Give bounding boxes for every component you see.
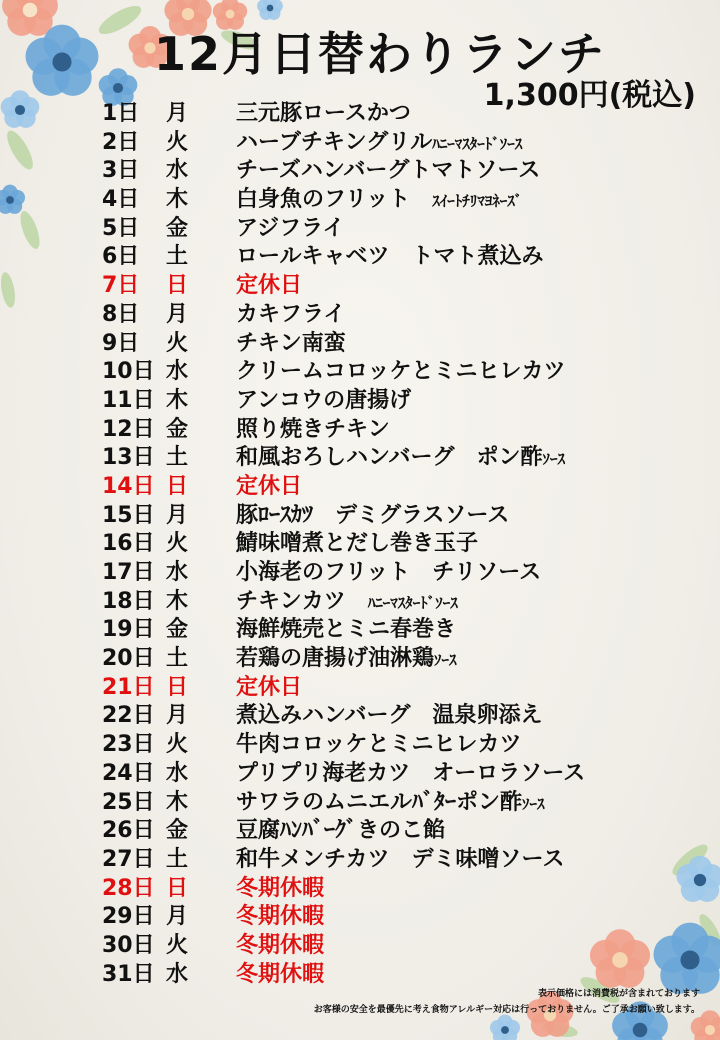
list-item <box>102 731 702 760</box>
list-item <box>102 530 702 559</box>
menu-weekday: 火 <box>166 732 189 758</box>
leaf-icon <box>17 209 44 251</box>
menu-date: 21日 <box>102 674 155 700</box>
flower-icon <box>1 90 40 128</box>
menu-dish <box>236 530 702 559</box>
menu-date: 11日 <box>102 387 155 413</box>
page-title: 12月日替わりランチ <box>153 27 606 81</box>
menu-weekday: 金 <box>166 215 189 241</box>
menu-dish-text: アンコウの唐揚げ <box>236 387 412 413</box>
menu-dish <box>236 243 702 272</box>
menu-dish <box>236 215 702 244</box>
menu-weekday: 日 <box>166 273 189 299</box>
menu-weekday: 月 <box>166 101 189 126</box>
list-item <box>102 387 702 416</box>
menu-dish <box>236 473 702 502</box>
menu-date: 12日 <box>102 416 155 442</box>
menu-dish-text: 小海老のフリット チリソース <box>236 560 542 585</box>
menu-dish-sauce: ｿｰｽ <box>434 651 457 670</box>
menu-date: 31日 <box>102 961 155 987</box>
list-item <box>102 645 702 674</box>
menu-dish <box>236 387 702 416</box>
list-item <box>102 215 702 244</box>
menu-date: 15日 <box>102 502 155 528</box>
menu-date: 22日 <box>102 703 155 729</box>
menu-weekday: 日 <box>166 875 189 901</box>
list-item <box>102 932 702 961</box>
flower-icon <box>257 0 283 20</box>
list-item <box>102 129 702 158</box>
menu-date: 10日 <box>102 359 155 385</box>
menu-date: 30日 <box>102 932 155 958</box>
menu-weekday: 木 <box>166 588 189 614</box>
menu-date: 16日 <box>102 531 155 557</box>
menu-dish-text: 和牛メンチカツ デミ味噌ソース <box>236 846 565 872</box>
menu-dish-text: 冬期休暇 <box>236 932 325 958</box>
menu-dish-text: 定休日 <box>236 473 303 499</box>
price-label: 1,300円(税込) <box>483 78 696 113</box>
menu-date: 5日 <box>102 215 140 241</box>
menu-dish-text: 定休日 <box>236 674 303 700</box>
list-item <box>102 502 702 531</box>
list-item <box>102 444 702 473</box>
menu-dish-sauce: ｿｰｽ <box>542 450 565 469</box>
menu-weekday: 水 <box>166 560 189 585</box>
menu-weekday: 金 <box>166 416 189 442</box>
menu-dish-text: クリームコロッケとミニヒレカツ <box>236 359 566 385</box>
list-item <box>102 416 702 445</box>
list-item <box>102 760 702 789</box>
menu-dish <box>236 186 702 215</box>
menu-weekday: 月 <box>166 502 189 528</box>
menu-weekday: 火 <box>166 330 189 356</box>
menu-dish-text: 若鶏の唐揚げ油淋鶏 <box>236 646 435 672</box>
menu-dish <box>236 760 702 789</box>
menu-dish <box>236 416 702 445</box>
menu-dish-text: 豚ﾛｰｽｶﾂ デミグラスソース <box>236 502 510 528</box>
menu-weekday: 土 <box>166 244 189 270</box>
menu-weekday: 月 <box>166 301 189 327</box>
menu-dish <box>236 731 702 760</box>
list-item <box>102 674 702 703</box>
list-item <box>102 616 702 645</box>
menu-weekday: 火 <box>166 129 189 155</box>
list-item <box>102 330 702 359</box>
menu-date: 9日 <box>102 330 140 356</box>
list-item <box>102 789 702 818</box>
list-item <box>102 157 702 186</box>
list-item <box>102 100 702 129</box>
menu-date: 3日 <box>102 158 140 184</box>
menu-date: 28日 <box>102 875 155 901</box>
menu-dish <box>236 674 702 703</box>
menu-dish <box>236 444 702 473</box>
menu-dish-text: 冬期休暇 <box>236 961 325 987</box>
menu-dish <box>236 616 702 645</box>
menu-dish-text: サワラのムニエルﾊﾞﾀｰポン酢 <box>236 789 523 815</box>
menu-date: 7日 <box>102 273 140 299</box>
leaf-icon <box>2 127 37 173</box>
menu-date: 13日 <box>102 445 155 471</box>
menu-dish-text: ロールキャベツ トマト煮込み <box>236 244 544 270</box>
menu-dish <box>236 846 702 875</box>
menu-date: 14日 <box>102 473 155 499</box>
menu-dish <box>236 502 702 531</box>
menu-dish-text: 和風おろしハンバーグ ポン酢 <box>236 445 543 471</box>
menu-dish <box>236 157 702 186</box>
menu-dish <box>236 330 702 359</box>
menu-weekday: 金 <box>166 818 189 844</box>
list-item <box>102 903 702 932</box>
menu-dish-text: チーズハンバーグトマトソース <box>236 158 541 184</box>
menu-dish-text: 海鮮焼売とミニ春巻き <box>236 617 457 643</box>
menu-dish-sauce: ｽｲｰﾄﾁﾘﾏﾖﾈｰｽﾞ <box>432 192 523 211</box>
menu-dish <box>236 559 702 588</box>
menu-dish-text: 冬期休暇 <box>236 904 325 930</box>
menu-date: 8日 <box>102 301 140 327</box>
menu-dish <box>236 702 702 731</box>
menu-weekday: 木 <box>166 187 189 213</box>
menu-weekday: 土 <box>166 445 189 471</box>
list-item <box>102 588 702 617</box>
menu-date: 25日 <box>102 789 155 815</box>
menu-dish-sauce: ｿｰｽ <box>522 794 545 813</box>
flower-icon <box>490 1015 520 1040</box>
menu-dish <box>236 100 702 129</box>
menu-date: 19日 <box>102 617 155 643</box>
footnotes <box>314 986 700 1018</box>
menu-dish-text: 定休日 <box>236 273 303 299</box>
menu-dish-text: 煮込みハンバーグ 温泉卵添え <box>236 703 543 729</box>
list-item <box>102 817 702 846</box>
tax-note: 表示価格には消費税が含まれております <box>537 989 700 999</box>
menu-dish <box>236 903 702 932</box>
menu-dish-text: 照り焼きチキン <box>236 416 390 442</box>
menu-weekday: 水 <box>166 359 189 385</box>
lunch-menu-list <box>102 100 702 989</box>
menu-dish-text: アジフライ <box>236 215 345 241</box>
menu-dish-text: ハーブチキングリル <box>236 129 433 155</box>
menu-weekday: 日 <box>166 674 189 700</box>
menu-weekday: 火 <box>166 531 189 557</box>
allergy-note: お客様の安全を最優先に考え食物アレルギー対応は行っておりません。ご了承お願い致します。 <box>313 1005 700 1015</box>
menu-date: 17日 <box>102 560 155 585</box>
menu-dish-text: カキフライ <box>236 301 346 327</box>
menu-dish-text: 冬期休暇 <box>236 875 325 901</box>
menu-weekday: 月 <box>166 703 189 729</box>
list-item <box>102 875 702 904</box>
list-item <box>102 846 702 875</box>
menu-date: 4日 <box>102 187 140 213</box>
menu-dish-text: 牛肉コロッケとミニヒレカツ <box>236 732 522 758</box>
menu-dish <box>236 875 702 904</box>
menu-dish-text: 鯖味噌煮とだし巻き玉子 <box>236 531 479 557</box>
menu-weekday: 金 <box>166 617 189 643</box>
menu-weekday: 木 <box>166 789 189 815</box>
menu-dish-text: 白身魚のフリット <box>236 187 433 213</box>
menu-dish-text: 豆腐ﾊﾝﾊﾞｰｸﾞきのこ餡 <box>236 818 446 844</box>
menu-dish <box>236 588 702 617</box>
menu-date: 20日 <box>102 646 155 672</box>
menu-dish <box>236 272 702 301</box>
menu-date: 26日 <box>102 818 155 844</box>
menu-weekday: 土 <box>166 846 189 872</box>
menu-weekday: 水 <box>166 961 189 987</box>
menu-dish <box>236 129 702 158</box>
menu-weekday: 土 <box>166 646 189 672</box>
menu-dish <box>236 301 702 330</box>
menu-dish-text: チキン南蛮 <box>236 330 346 356</box>
menu-date: 6日 <box>102 244 140 270</box>
menu-date: 24日 <box>102 760 155 786</box>
menu-weekday: 水 <box>166 158 189 184</box>
menu-dish-sauce: ﾊﾆｰﾏｽﾀｰﾄﾞｿｰｽ <box>367 593 458 612</box>
menu-date: 18日 <box>102 588 155 614</box>
flower-icon <box>0 185 25 214</box>
menu-weekday: 木 <box>166 387 189 413</box>
list-item <box>102 272 702 301</box>
menu-dish <box>236 817 702 846</box>
list-item <box>102 186 702 215</box>
menu-dish <box>236 789 702 818</box>
menu-dish <box>236 358 702 387</box>
menu-dish-text: 三元豚ロースかつ <box>236 101 411 126</box>
menu-weekday: 水 <box>166 760 189 786</box>
menu-dish <box>236 932 702 961</box>
menu-date: 2日 <box>102 129 140 155</box>
list-item <box>102 559 702 588</box>
menu-dish <box>236 961 702 990</box>
menu-dish-text: プリプリ海老カツ オーロラソース <box>236 760 586 786</box>
list-item <box>102 358 702 387</box>
menu-date: 1日 <box>102 101 140 126</box>
menu-dish-sauce: ﾊﾆｰﾏｽﾀｰﾄﾞｿｰｽ <box>432 134 523 153</box>
list-item <box>102 961 702 990</box>
menu-dish-text: チキンカツ <box>236 588 368 614</box>
list-item <box>102 473 702 502</box>
menu-date: 29日 <box>102 904 155 930</box>
menu-weekday: 日 <box>166 473 189 499</box>
list-item <box>102 301 702 330</box>
list-item <box>102 243 702 272</box>
menu-date: 27日 <box>102 846 155 872</box>
menu-dish <box>236 645 702 674</box>
list-item <box>102 702 702 731</box>
menu-date: 23日 <box>102 732 155 758</box>
menu-weekday: 月 <box>166 904 189 930</box>
menu-weekday: 火 <box>166 932 189 958</box>
leaf-icon <box>0 271 17 309</box>
